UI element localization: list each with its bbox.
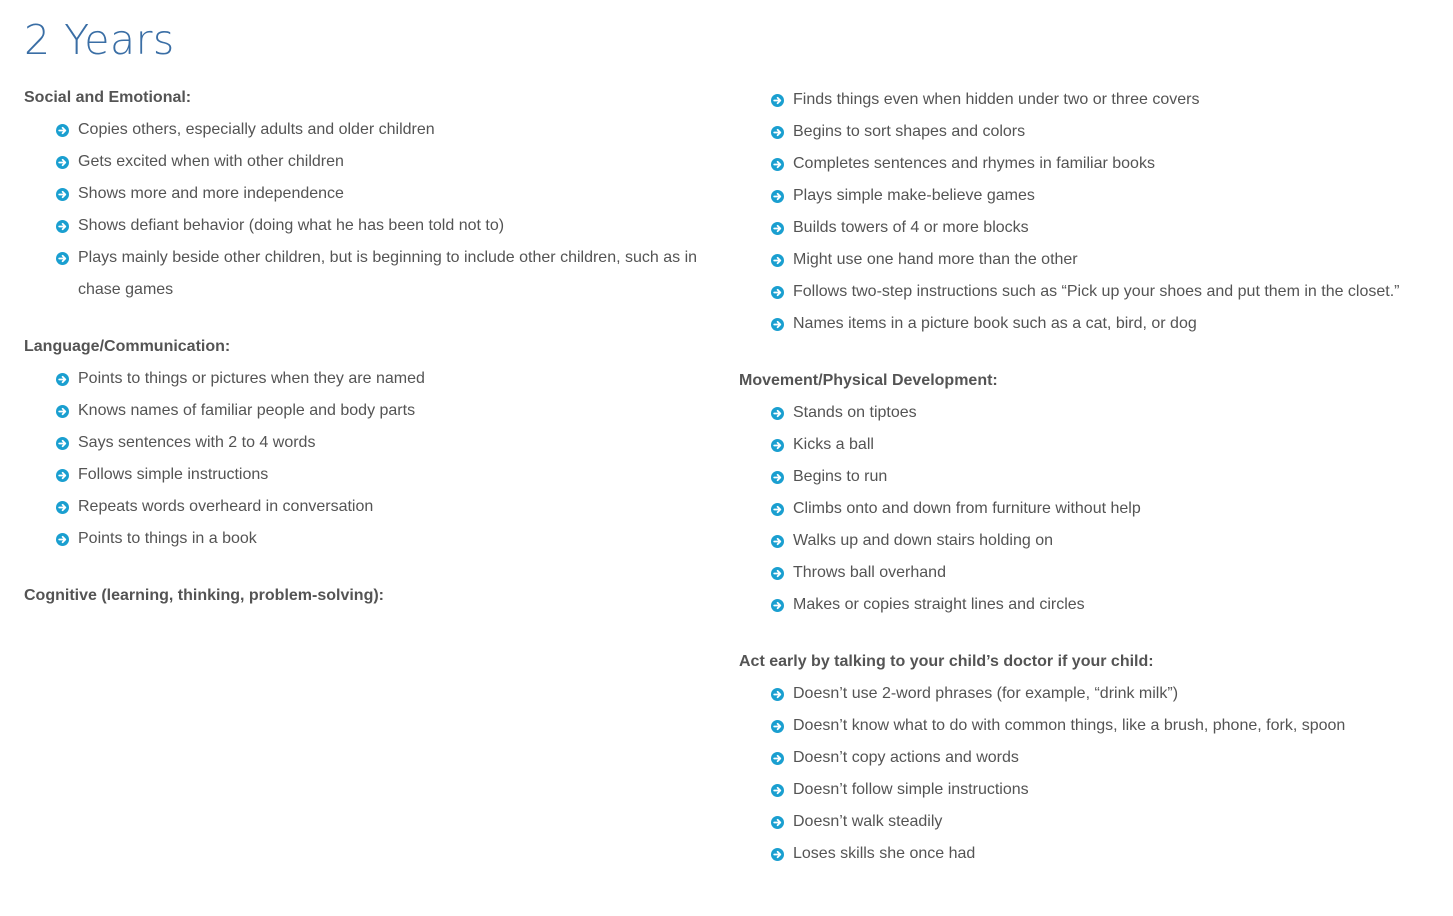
- list-item-text: Names items in a picture book such as a cat, bird, or dog: [793, 315, 1197, 332]
- list-item: [24, 178, 714, 210]
- circle-arrow-right-icon: [56, 156, 69, 169]
- list-item-text: Loses skills she once had: [793, 845, 976, 862]
- circle-arrow-right-icon: [771, 407, 784, 420]
- list-item-text: Follows two-step instructions such as “Pick up your shoes and put them in the closet.”: [793, 283, 1400, 300]
- list-item-text: Climbs onto and down from furniture without help: [793, 500, 1141, 517]
- list-item-text: Plays simple make-believe games: [793, 187, 1035, 204]
- list-item: [24, 459, 714, 491]
- circle-arrow-right-icon: [771, 286, 784, 299]
- list-item-text: Knows names of familiar people and body parts: [78, 402, 416, 419]
- list-item-text: Follows simple instructions: [78, 466, 269, 483]
- list-item: [739, 742, 1439, 774]
- list-item-text: Copies others, especially adults and older children: [78, 121, 435, 138]
- circle-arrow-right-icon: [771, 503, 784, 516]
- list-item-text: Doesn’t follow simple instructions: [793, 781, 1029, 798]
- list-item: [739, 678, 1439, 710]
- circle-arrow-right-icon: [771, 535, 784, 548]
- circle-arrow-right-icon: [771, 688, 784, 701]
- list-item-text: Begins to run: [793, 468, 888, 485]
- list-item: [739, 429, 1439, 461]
- bullet-list: [24, 114, 714, 306]
- circle-arrow-right-icon: [771, 816, 784, 829]
- list-item-text: Completes sentences and rhymes in familiar books: [793, 155, 1155, 172]
- circle-arrow-right-icon: [771, 94, 784, 107]
- circle-arrow-right-icon: [771, 318, 784, 331]
- circle-arrow-right-icon: [771, 254, 784, 267]
- section-heading: Language/Communication:: [24, 338, 231, 355]
- circle-arrow-right-icon: [771, 848, 784, 861]
- page-title: 2 Years: [24, 16, 175, 64]
- circle-arrow-right-icon: [771, 222, 784, 235]
- section-heading: Social and Emotional:: [24, 89, 192, 106]
- left-column: [24, 84, 714, 637]
- list-item: [739, 710, 1439, 742]
- list-item: [739, 557, 1439, 589]
- list-item: [739, 589, 1439, 621]
- list-item: [739, 774, 1439, 806]
- list-item-text: Begins to sort shapes and colors: [793, 123, 1026, 140]
- list-item: [739, 308, 1439, 340]
- list-item-text: Doesn’t know what to do with common things, like a brush, phone, fork, spoon: [793, 717, 1346, 734]
- list-item-text: Gets excited when with other children: [78, 153, 344, 170]
- list-item-text: Points to things in a book: [78, 530, 257, 547]
- circle-arrow-right-icon: [771, 158, 784, 171]
- list-item: [739, 84, 1439, 116]
- list-item-text: Doesn’t use 2-word phrases (for example, “drink milk”): [793, 685, 1179, 702]
- list-item: [739, 838, 1439, 870]
- section-heading: Act early by talking to your child’s doctor if your child:: [739, 653, 1154, 670]
- circle-arrow-right-icon: [56, 124, 69, 137]
- section-language-communication: [24, 333, 714, 555]
- list-item: [24, 491, 714, 523]
- circle-arrow-right-icon: [56, 469, 69, 482]
- circle-arrow-right-icon: [771, 471, 784, 484]
- list-item-text: Repeats words overheard in conversation: [78, 498, 374, 515]
- list-item-text: Shows defiant behavior (doing what he has been told not to): [78, 217, 505, 234]
- list-item-text: Doesn’t copy actions and words: [793, 749, 1019, 766]
- list-item: [739, 276, 1439, 308]
- circle-arrow-right-icon: [771, 752, 784, 765]
- section-social-and-emotional: [24, 84, 714, 306]
- circle-arrow-right-icon: [771, 439, 784, 452]
- section-heading: Cognitive (learning, thinking, problem-solving):: [24, 587, 384, 604]
- section-continued: [739, 84, 1439, 340]
- circle-arrow-right-icon: [771, 720, 784, 733]
- right-column: [739, 84, 1439, 897]
- list-item-text: Walks up and down stairs holding on: [793, 532, 1053, 549]
- circle-arrow-right-icon: [771, 784, 784, 797]
- list-item-text: Throws ball overhand: [793, 564, 946, 581]
- list-item: [739, 180, 1439, 212]
- circle-arrow-right-icon: [56, 373, 69, 386]
- section-act-early-by-talking-to-your-child-s-doctor-if-your-child: [739, 648, 1439, 870]
- list-item: [24, 146, 714, 178]
- circle-arrow-right-icon: [56, 437, 69, 450]
- bullet-list: [739, 678, 1439, 870]
- list-item-text: Might use one hand more than the other: [793, 251, 1078, 268]
- bullet-list: [24, 363, 714, 555]
- circle-arrow-right-icon: [771, 126, 784, 139]
- list-item-text: Stands on tiptoes: [793, 404, 917, 421]
- circle-arrow-right-icon: [771, 599, 784, 612]
- list-item: [739, 116, 1439, 148]
- list-item-text: Kicks a ball: [793, 436, 874, 453]
- circle-arrow-right-icon: [56, 252, 69, 265]
- circle-arrow-right-icon: [56, 220, 69, 233]
- list-item: [24, 363, 714, 395]
- bullet-list: [739, 84, 1439, 340]
- list-item: [739, 461, 1439, 493]
- section-heading: Movement/Physical Development:: [739, 372, 998, 389]
- list-item-text: Says sentences with 2 to 4 words: [78, 434, 316, 451]
- list-item-text: Shows more and more independence: [78, 185, 344, 202]
- section-cognitive-learning-thinking-problem-solving: [24, 582, 714, 610]
- list-item: [739, 806, 1439, 838]
- circle-arrow-right-icon: [771, 567, 784, 580]
- list-item: [739, 212, 1439, 244]
- list-item: [739, 493, 1439, 525]
- list-item: [739, 525, 1439, 557]
- list-item: [24, 242, 714, 306]
- list-item-text: Plays mainly beside other children, but is beginning to include other children, such as in chase games: [78, 249, 698, 298]
- list-item-text: Makes or copies straight lines and circles: [793, 596, 1085, 613]
- bullet-list: [739, 397, 1439, 621]
- list-item-text: Points to things or pictures when they are named: [78, 370, 425, 387]
- list-item-text: Builds towers of 4 or more blocks: [793, 219, 1029, 236]
- list-item: [24, 395, 714, 427]
- list-item-text: Doesn’t walk steadily: [793, 813, 943, 830]
- list-item: [739, 244, 1439, 276]
- list-item: [24, 114, 714, 146]
- list-item-text: Finds things even when hidden under two or three covers: [793, 91, 1200, 108]
- list-item: [24, 523, 714, 555]
- circle-arrow-right-icon: [56, 188, 69, 201]
- list-item: [24, 210, 714, 242]
- circle-arrow-right-icon: [56, 501, 69, 514]
- circle-arrow-right-icon: [56, 405, 69, 418]
- list-item: [739, 148, 1439, 180]
- circle-arrow-right-icon: [56, 533, 69, 546]
- section-movement-physical-development: [739, 367, 1439, 621]
- circle-arrow-right-icon: [771, 190, 784, 203]
- list-item: [739, 397, 1439, 429]
- list-item: [24, 427, 714, 459]
